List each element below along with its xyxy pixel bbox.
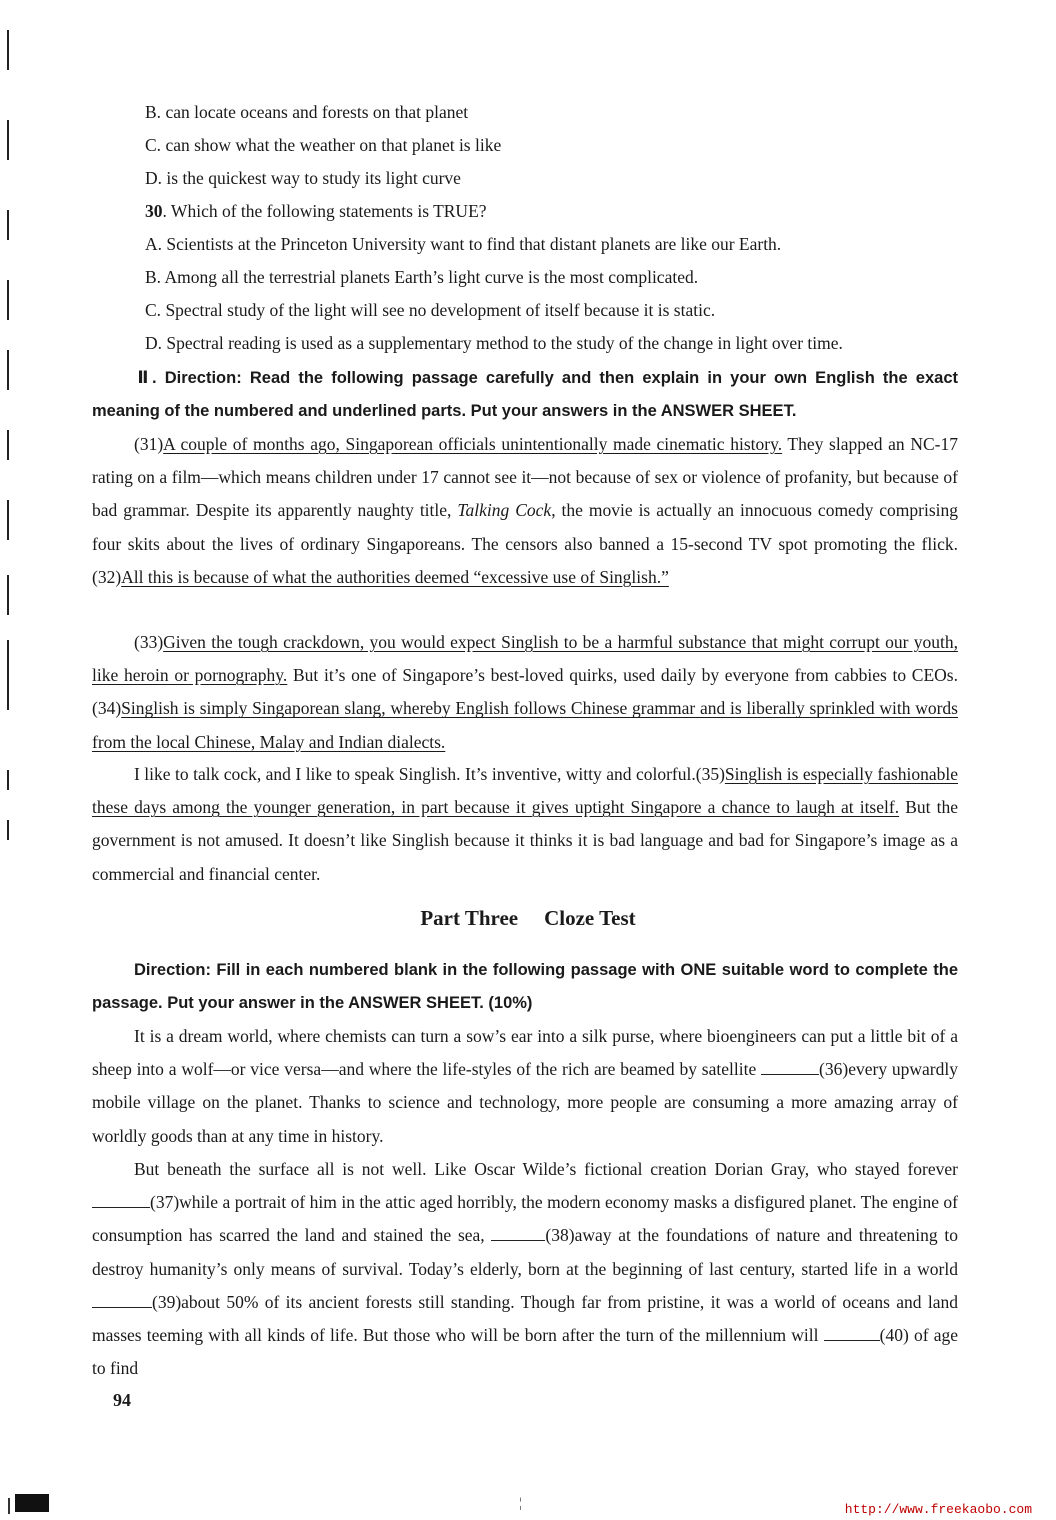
q30-option-d: D. Spectral reading is used as a supplementary method to the study of the change in light over time. [145, 333, 843, 353]
cloze-paragraph-2: But beneath the surface all is not well. Like Oscar Wilde’s fictional creation Dorian Gray, who stayed forever (37)while a portrait of him in the attic aged horribly, the modern economy masks a disfigured planet. The engine of consumption has scarred the land and stained the sea, (38)away at the foundations of nature and threatening to destroy humanity’s only means of survival. Today’s elderly, born at the beginning of last century, started life in a world (39)about 50% of its ancient forests still standing. Though far from pristine, it was a world of oceans and land masses teeming with all kinds of life. But those who will be born after the turn of the millennium will (40) of age to find [92, 1159, 959, 1379]
binding-edge-marks [7, 30, 10, 930]
q29-option-d: D. is the quickest way to study its light curve [145, 168, 461, 188]
underlined-part-31: A couple of months ago, Singaporean officials unintentionally made cinematic history. [163, 434, 783, 454]
blank-36 [761, 1060, 819, 1075]
passage-paragraph-2: (33)Given the tough crackdown, you would expect Singlish to be a harmful substance that might corrupt our youth, like heroin or pornography. But it’s one of Singapore’s best-loved quirks, used daily by everyone from cabbies to CEOs.(34)Singlish is simply Singaporean slang, whereby English follows Chinese grammar and is liberally sprinkled with words from the local Chinese, Malay and Indian dialects. [92, 632, 958, 752]
cloze-paragraph-1: It is a dream world, where chemists can turn a sow’s ear into a silk purse, where bioengineers can put a little bit of a sheep into a wolf—or vice versa—and where the life-styles of the rich are beamed by satellite (36)every upwardly mobile village on the planet. Thanks to science and technology, more people are consuming a more amazing array of worldly goods than at any time in history. [92, 1026, 958, 1146]
underlined-part-34: Singlish is simply Singaporean slang, whereby English follows Chinese grammar and is liberally sprinkled with words from the local Chinese, Malay and Indian dialects. [92, 698, 958, 752]
passage-paragraph-3: I like to talk cock, and I like to speak Singlish. It’s inventive, witty and colorful.(35)Singlish is especially fashionable these days among the younger generation, in part because it gives uptight Singapore a chance to laugh at itself. But the government is not amused. It doesn’t like Singlish because it thinks it is bad language and bad for Singapore’s image as a commercial and financial center. [92, 764, 958, 884]
scan-edge-mark [8, 1498, 10, 1514]
underlined-part-32: All this is because of what the authorities deemed “excessive use of Singlish.” [121, 566, 669, 587]
page-number: 94 [113, 1390, 131, 1410]
question-number: 30 [145, 201, 163, 221]
underlined-part-33: Given the tough crackdown, you would expect Singlish to be a harmful substance that might corrupt our youth, like heroin or pornography. [92, 632, 958, 686]
passage-paragraph-1: (31)A couple of months ago, Singaporean officials unintentionally made cinematic history. They slapped an NC-17 rating on a film—which means children under 17 cannot see it—not because of sex or violence of profanity, but because of bad grammar. Despite its apparently naughty title, Talking Cock, the movie is actually an innocuous comedy comprising four skits about the lives of ordinary Singaporeans. The censors also banned a 15-second TV spot promoting the flick.(32)All this is because of what the authorities deemed “excessive use of Singlish.” [92, 434, 959, 587]
q30-option-c: C. Spectral study of the light will see no development of itself because it is static. [145, 300, 716, 320]
q29-option-c: C. can show what the weather on that planet is like [145, 135, 502, 155]
underlined-part-35: Singlish is especially fashionable these days among the younger generation, in part because it gives uptight Singapore a chance to laugh at itself. [92, 764, 958, 818]
blank-37 [92, 1193, 150, 1208]
fold-mark: ¦ [519, 1496, 522, 1511]
q30-option-b: B. Among all the terrestrial planets Earth’s light curve is the most complicated. [145, 267, 699, 287]
section-2-direction: Ⅱ. Direction: Read the following passage carefully and then explain in your own English the exact meaning of the numbered and underlined parts. Put your answers in the ANSWER SHEET. [92, 369, 958, 421]
source-url-link[interactable]: http://www.freekaobo.com [844, 1502, 1032, 1517]
blank-40 [824, 1326, 880, 1341]
blank-38 [491, 1226, 545, 1241]
q30-stem: 30. Which of the following statements is TRUE? [145, 201, 487, 221]
q30-option-a: A. Scientists at the Princeton University want to find that distant planets are like our Earth. [145, 234, 782, 254]
q29-option-b: B. can locate oceans and forests on that planet [145, 102, 469, 122]
part-three-title: Part Three Cloze Test [420, 906, 636, 930]
cloze-direction: Direction: Fill in each numbered blank in the following passage with ONE suitable word to complete the passage. Put your answer in the ANSWER SHEET. (10%) [92, 961, 958, 1013]
blank-39 [92, 1293, 152, 1308]
film-title: Talking Cock [457, 500, 552, 521]
scan-corner-block [15, 1494, 49, 1512]
